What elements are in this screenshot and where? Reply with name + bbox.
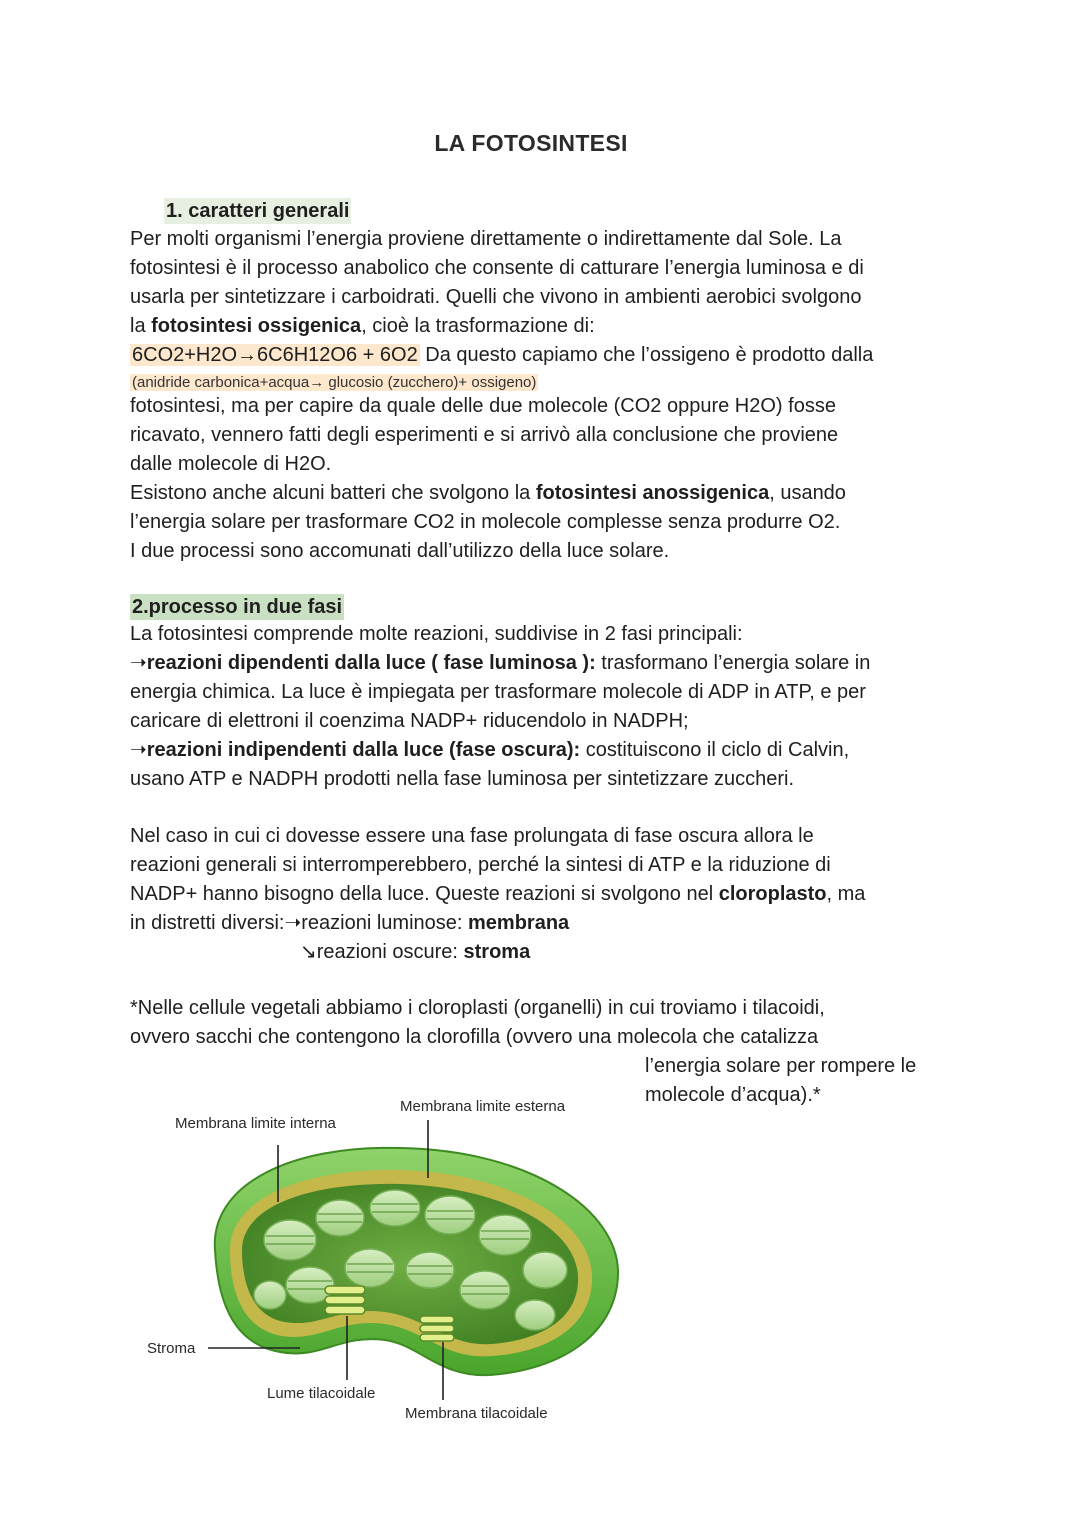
- paragraph-line: La fotosintesi comprende molte reazioni, suddivise in 2 fasi principali:: [130, 623, 743, 645]
- paragraph-line: ricavato, vennero fatti degli esperimenti e si arrivò alla conclusione che proviene: [130, 424, 839, 446]
- paragraph-line: reazioni generali si interromperebbero, perché la sintesi di ATP e la riduzione di: [130, 854, 831, 876]
- chloroplast-diagram: [140, 1090, 620, 1440]
- paragraph-line: ovvero sacchi che contengono la clorofilla (ovvero una molecola che catalizza: [130, 1026, 819, 1048]
- paragraph-line: Nel caso in cui ci dovesse essere una fase prolungata di fase oscura allora le: [130, 825, 814, 847]
- paragraph-line: fotosintesi è il processo anabolico che consente di catturare l’energia luminosa e di: [130, 257, 864, 279]
- paragraph-line: l’energia solare per rompere le: [645, 1055, 917, 1077]
- paragraph-line: fotosintesi, ma per capire da quale delle due molecole (CO2 oppure H2O) fosse: [130, 395, 836, 417]
- paragraph-line: *Nelle cellule vegetali abbiamo i cloroplasti (organelli) in cui troviamo i tilacoidi,: [130, 997, 825, 1019]
- paragraph-line: energia chimica. La luce è impiegata per trasformare molecole di ADP in ATP, e per: [130, 681, 866, 703]
- paragraph-line: NADP+ hanno bisogno della luce. Queste reazioni si svolgono nel cloroplasto, ma: [130, 883, 866, 905]
- label-stroma: Stroma: [147, 1340, 196, 1357]
- reaction-formula: 6CO2+H2O→6C6H12O6 + 6O2: [132, 344, 418, 366]
- paragraph-line: usarla per sintetizzare i carboidrati. Quelli che vivono in ambienti aerobici svolgono: [130, 286, 862, 308]
- paragraph-line: ↘reazioni oscure: stroma: [300, 941, 531, 963]
- formula-note: (anidride carbonica+acqua→ glucosio (zucchero)+ ossigeno): [132, 374, 537, 391]
- term-anoxygenic: fotosintesi anossigenica: [535, 482, 770, 504]
- label-thylakoid-lumen: Lume tilacoidale: [267, 1385, 376, 1402]
- paragraph-line: ➝reazioni indipendenti dalla luce (fase oscura): costituiscono il ciclo di Calvin,: [130, 739, 850, 761]
- paragraph-line: Per molti organismi l’energia proviene direttamente o indirettamente dal Sole. La: [130, 228, 842, 250]
- label-thylakoid-membrane: Membrana tilacoidale: [405, 1405, 548, 1422]
- term-oxygenic: fotosintesi ossigenica: [151, 315, 362, 337]
- paragraph-line: molecole d’acqua).*: [645, 1084, 821, 1106]
- section-general: [130, 197, 960, 566]
- paragraph-line: I due processi sono accomunati dall’utilizzo della luce solare.: [130, 540, 670, 562]
- section-two-phases: [130, 593, 960, 794]
- term-chloroplast: cloroplasto: [718, 883, 827, 905]
- dark-reactions-term: ➝reazioni indipendenti dalla luce (fase oscura):: [130, 739, 581, 761]
- paragraph-line: caricare di elettroni il coenzima NADP+ riducendolo in NADPH;: [130, 710, 689, 732]
- paragraph-line: usano ATP e NADPH prodotti nella fase luminosa per sintetizzare zuccheri.: [130, 768, 795, 790]
- paragraph-line: dalle molecole di H2O.: [130, 453, 332, 475]
- paragraph-thylakoids: [130, 994, 960, 1052]
- term-stroma: stroma: [463, 941, 531, 963]
- chloroplast-illustration: [140, 1090, 620, 1440]
- formula-line: 6CO2+H2O→6C6H12O6 + 6O2 Da questo capiamo che l’ossigeno è prodotto dalla: [132, 344, 874, 366]
- paragraph-line: la fotosintesi ossigenica, cioè la trasformazione di:: [130, 315, 595, 337]
- paragraph-line: Esistono anche alcuni batteri che svolgono la fotosintesi anossigenica, usando: [130, 482, 846, 504]
- section-heading-phases: 2.processo in due fasi: [132, 596, 343, 618]
- label-outer-membrane: Membrana limite esterna: [400, 1098, 566, 1115]
- paragraph-tail: [645, 1052, 965, 1110]
- section-heading-general: 1. caratteri generali: [166, 200, 350, 222]
- paragraph-line: in distretti diversi:➝reazioni luminose: membrana: [130, 912, 570, 934]
- paragraph-line: l’energia solare per trasformare CO2 in molecole complesse senza produrre O2.: [130, 511, 841, 533]
- paragraph-chloroplast: [130, 822, 960, 967]
- term-membrane: membrana: [468, 912, 570, 934]
- label-inner-membrane: Membrana limite interna: [175, 1115, 336, 1132]
- page-title: LA FOTOSINTESI: [434, 130, 628, 156]
- light-reactions-term: ➝reazioni dipendenti dalla luce ( fase luminosa ):: [130, 652, 596, 674]
- paragraph-line: ➝reazioni dipendenti dalla luce ( fase luminosa ): trasformano l’energia solare in: [130, 652, 871, 674]
